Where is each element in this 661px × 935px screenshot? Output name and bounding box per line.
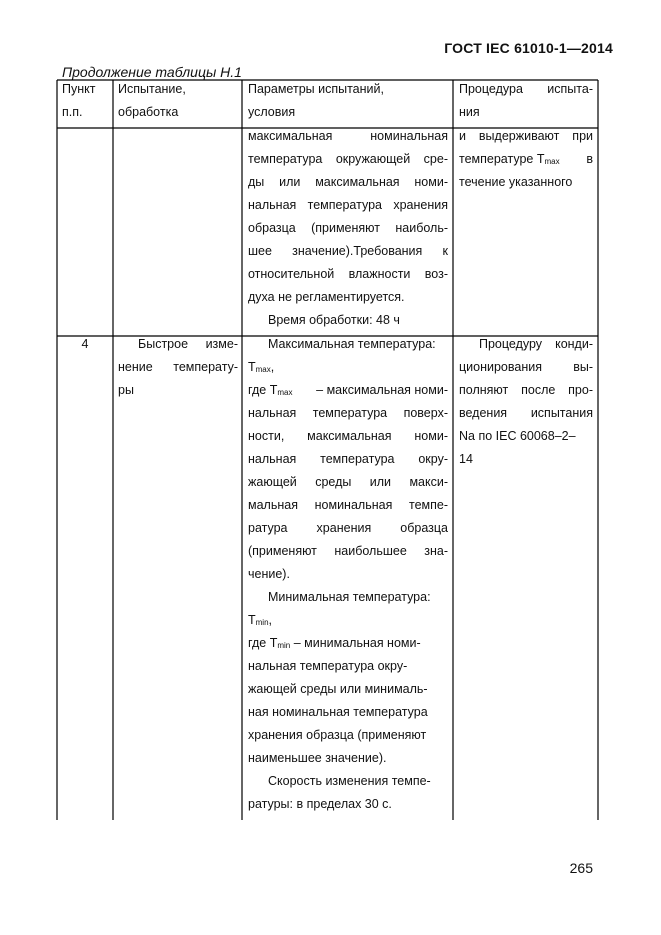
procedure-line: ведения испытания [459, 406, 593, 420]
param-line: Скорость изменения темпе- [268, 774, 431, 788]
test-line: нение температу- [118, 360, 238, 374]
col-header-number-line: Пункт [62, 82, 96, 96]
param-line: мальная номинальная темпе- [248, 498, 448, 512]
param-line: ная номинальная температура [248, 705, 428, 719]
param-line [248, 609, 448, 632]
param-line: ратура хранения образца [248, 521, 448, 535]
param-line: Максимальная температура: [268, 337, 436, 351]
param-line: жающей среды или минималь- [248, 682, 428, 696]
col-header-test-line: Испытание, [118, 82, 186, 96]
param-line: образца (применяют наиболь- [248, 221, 448, 235]
param-line: нальная температура окру- [248, 452, 448, 466]
param-text: , [270, 360, 275, 374]
param-line: шее значение).Требования к [248, 244, 448, 258]
param-line: нальная температура хранения [248, 198, 448, 212]
procedure-line [459, 148, 593, 171]
test-line: Быстрое изме- [138, 337, 238, 351]
param-line: хранения образца (применяют [248, 728, 427, 742]
procedure-line: Процедуру конди- [479, 337, 593, 351]
row1-procedure [459, 125, 593, 194]
table-caption: Продолжение таблицы Н.1 [62, 64, 242, 80]
col-header-procedure [459, 78, 593, 124]
col-header-procedure-line: Процедура испыта- [459, 82, 593, 96]
param-line: наименьшее значение). [248, 751, 387, 765]
param-line: Минимальная температура: [268, 590, 431, 604]
col-header-test-line: обработка [118, 105, 179, 119]
row2-test [118, 333, 238, 402]
row1-params [248, 125, 448, 332]
col-header-params-line: условия [248, 105, 296, 119]
row2-procedure [459, 333, 593, 471]
document-header-code: ГОСТ IEC 61010-1—2014 [444, 40, 613, 56]
param-line: Время обработки: 48 ч [268, 313, 400, 327]
param-line [248, 632, 448, 655]
param-text: , [268, 613, 273, 627]
param-text: – минимальная номи- [290, 636, 421, 650]
param-line: чение). [248, 567, 290, 581]
procedure-line: и выдерживают при [459, 129, 593, 143]
procedure-text: температуре T [459, 152, 545, 166]
param-line: максимальная номинальная [248, 129, 448, 143]
procedure-line: полняют после про- [459, 383, 593, 397]
param-line: температура окружающей сре- [248, 152, 448, 166]
param-line: нальная температура поверх- [248, 406, 448, 420]
tmin-subscript: min [255, 618, 269, 627]
col-header-params-line: Параметры испытаний, [248, 82, 384, 96]
tmax-subscript: max [544, 157, 560, 166]
tmin-subscript: min [277, 641, 291, 650]
param-line: (применяют наибольшее зна- [248, 544, 448, 558]
procedure-line: 14 [459, 452, 473, 466]
row2-number: 4 [81, 337, 89, 351]
col-header-test [118, 78, 238, 124]
param-line: ратуры: в пределах 30 с. [248, 797, 392, 811]
param-line: ности, максимальная номи- [248, 429, 448, 443]
param-line: относительной влажности воз- [248, 267, 448, 281]
col-header-number-line: п.п. [62, 105, 83, 119]
param-line: ды или максимальная номи- [248, 175, 448, 189]
test-line: ры [118, 383, 134, 397]
tmax-subscript: max [277, 388, 293, 397]
param-text: где T [248, 383, 278, 397]
param-line: духа не регламентируется. [248, 290, 405, 304]
col-header-number [62, 78, 110, 124]
param-text: где T [248, 636, 278, 650]
param-line: нальная температура окру- [248, 659, 408, 673]
param-text: – максимальная номи- [316, 383, 448, 397]
param-text: T [248, 613, 256, 627]
procedure-line: течение указанного [459, 175, 573, 189]
param-line [248, 379, 448, 402]
param-line [248, 356, 448, 379]
row2-params [248, 333, 448, 816]
procedure-text: в [586, 152, 593, 166]
param-line: жающей среды или макси- [248, 475, 448, 489]
procedure-line: Na по IEC 60068–2– [459, 429, 576, 443]
page-number: 265 [569, 860, 593, 876]
procedure-line: ционирования вы- [459, 360, 593, 374]
tmax-subscript: max [255, 365, 271, 374]
col-header-procedure-line: ния [459, 105, 480, 119]
col-header-params [248, 78, 448, 124]
param-text: T [248, 360, 256, 374]
